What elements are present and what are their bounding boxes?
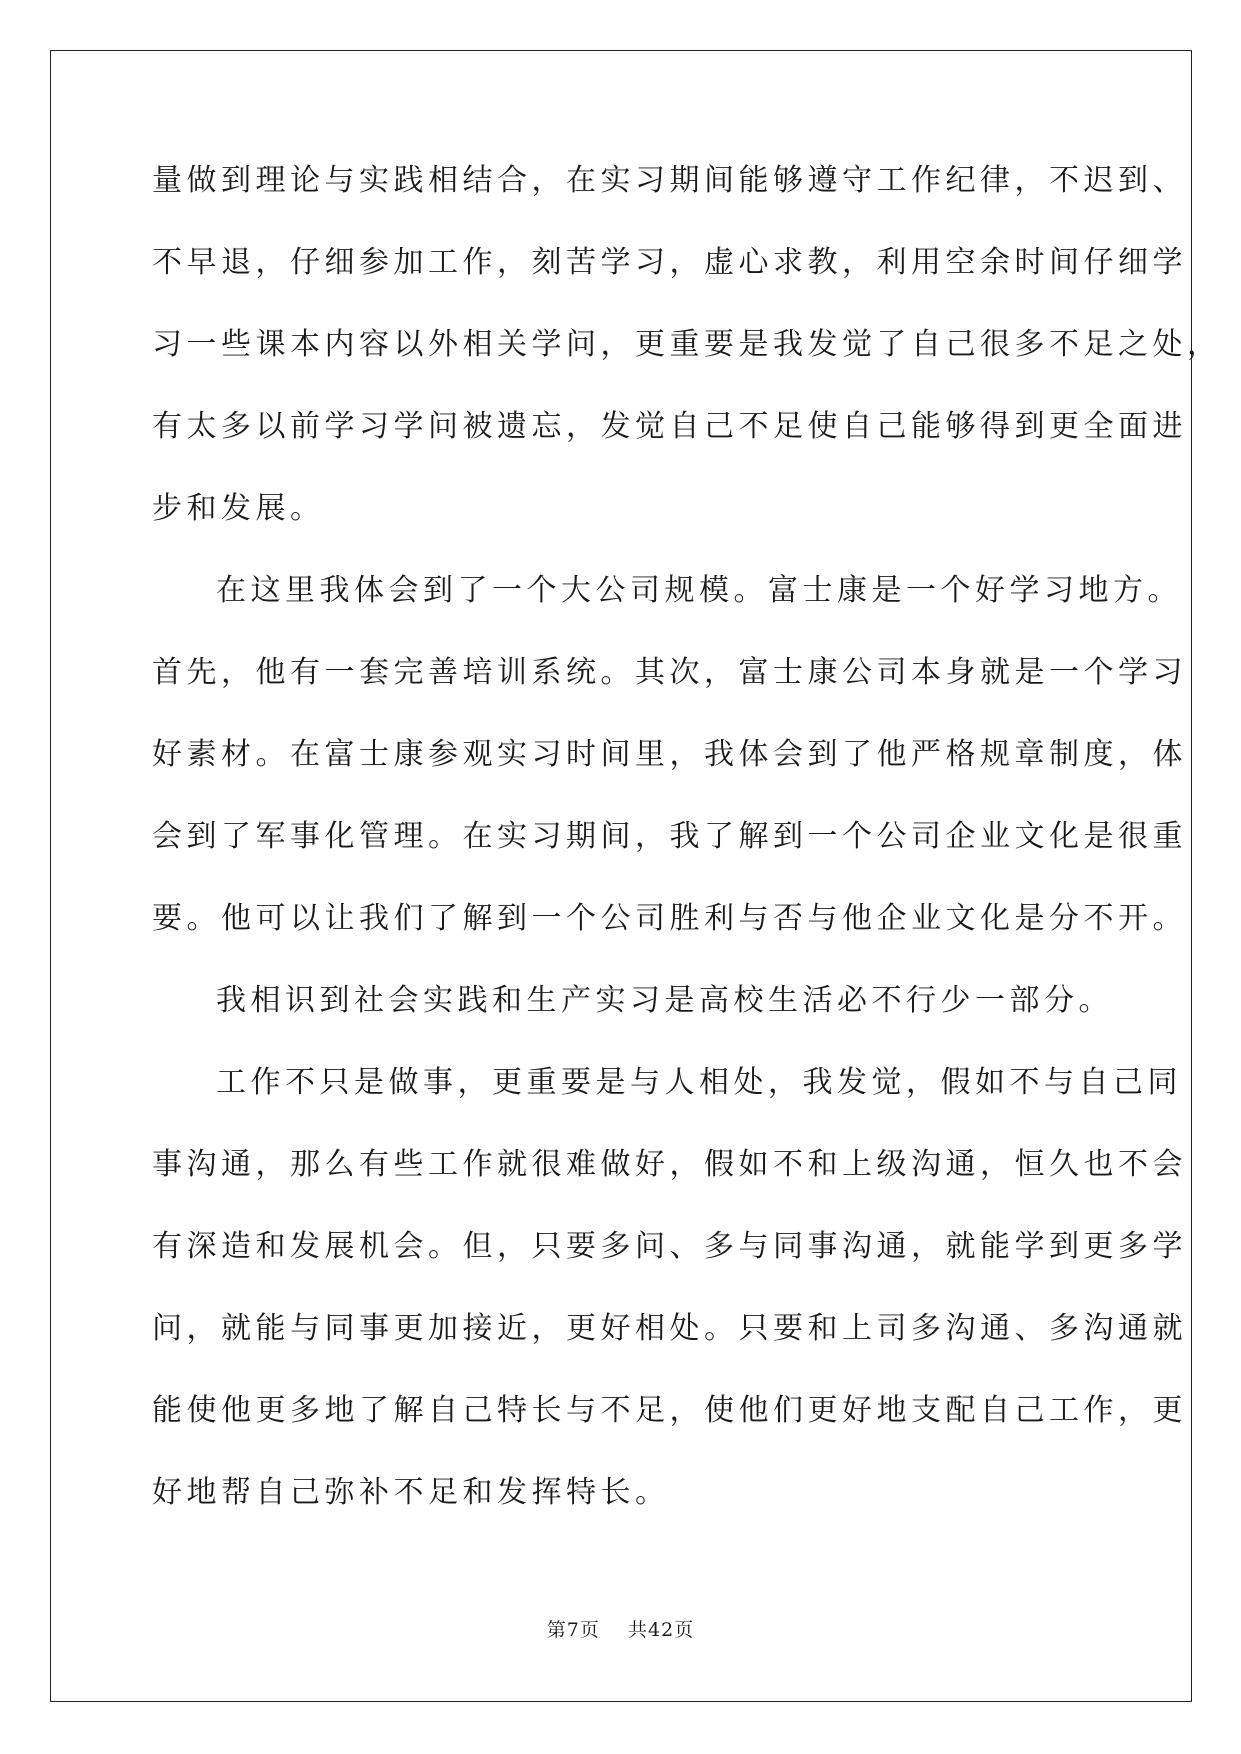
text-line: 有太多以前学习学问被遗忘，发觉自己不足使自己能够得到更全面进 xyxy=(152,409,1187,444)
document-body xyxy=(152,163,1222,1560)
text-line: 问，就能与同事更加接近，更好相处。只要和上司多沟通、多沟通就 xyxy=(152,1311,1187,1346)
text-line: 好地帮自己弥补不足和发挥特长。 xyxy=(152,1475,670,1510)
text-line: 首先，他有一套完善培训系统。其次，富士康公司本身就是一个学习 xyxy=(152,655,1187,690)
text-line: 在这里我体会到了一个大公司规模。富士康是一个好学习地方。 xyxy=(216,573,1182,608)
text-line: 好素材。在富士康参观实习时间里，我体会到了他严格规章制度，体 xyxy=(152,737,1187,772)
page-number: 第7页 xyxy=(546,1619,600,1641)
text-line: 要。他可以让我们了解到一个公司胜利与否与他企业文化是分不开。 xyxy=(152,901,1187,936)
text-line: 会到了军事化管理。在实习期间，我了解到一个公司企业文化是很重 xyxy=(152,819,1187,854)
text-line: 我相识到社会实践和生产实习是高校生活必不行少一部分。 xyxy=(216,983,1113,1018)
text-line: 事沟通，那么有些工作就很难做好，假如不和上级沟通，恒久也不会 xyxy=(152,1147,1187,1182)
page-footer xyxy=(0,1615,1241,1642)
text-line: 能使他更多地了解自己特长与不足，使他们更好地支配自己工作，更 xyxy=(152,1393,1187,1428)
text-line: 习一些课本内容以外相关学问，更重要是我发觉了自己很多不足之处， xyxy=(152,327,1222,362)
text-line: 步和发展。 xyxy=(152,491,325,526)
page-total: 共42页 xyxy=(628,1619,695,1641)
text-line: 工作不只是做事，更重要是与人相处，我发觉，假如不与自己同 xyxy=(216,1065,1182,1100)
text-line: 量做到理论与实践相结合，在实习期间能够遵守工作纪律，不迟到、 xyxy=(152,163,1187,198)
text-line: 不早退，仔细参加工作，刻苦学习，虚心求教，利用空余时间仔细学 xyxy=(152,245,1187,280)
text-line: 有深造和发展机会。但，只要多问、多与同事沟通，就能学到更多学 xyxy=(152,1229,1187,1264)
